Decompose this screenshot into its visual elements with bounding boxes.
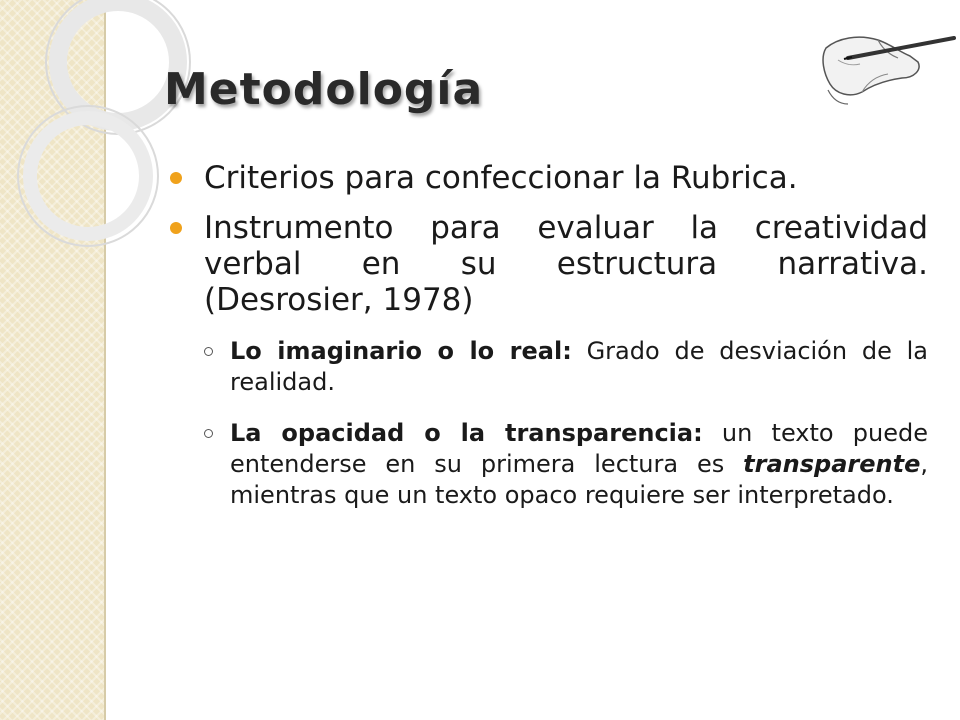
slide-body: [168, 160, 928, 531]
sub-bullet-emphasis: transparente: [743, 450, 921, 478]
bullet-text-line: verbal en su estructura narrativa.: [204, 246, 928, 282]
sub-list-item: [204, 336, 928, 398]
bullet-dot-icon: [170, 172, 182, 184]
bullet-text-line: Instrumento para evaluar la creatividad: [204, 210, 928, 246]
sub-bullet-text: un texto puede entenderse en su primera lectura es: [230, 419, 929, 478]
bullet-dot-icon: [170, 222, 182, 234]
sub-bullet-text: , mientras que un texto opaco requiere ser interpretado.: [230, 450, 928, 509]
list-item: [168, 160, 928, 196]
sub-list-item: [204, 418, 928, 511]
slide-title: Metodología: [164, 64, 484, 115]
sub-bullet-text: Grado de desviación de la realidad.: [230, 337, 928, 396]
sub-bullet-ring-icon: [204, 429, 213, 438]
sub-bullet-term: Lo imaginario o lo real:: [230, 337, 572, 365]
hand-writing-with-pen-icon: [818, 18, 958, 108]
sub-bullet-ring-icon: [204, 347, 213, 356]
decorative-left-band: [0, 0, 106, 720]
bullet-text: Criterios para confeccionar la Rubrica.: [204, 160, 798, 196]
sub-bullet-list: [204, 336, 928, 511]
bullet-list: [168, 160, 928, 511]
sub-bullet-term: La opacidad o la transparencia:: [230, 419, 703, 447]
bullet-text-line: (Desrosier, 1978): [204, 282, 474, 318]
list-item: [168, 210, 928, 511]
